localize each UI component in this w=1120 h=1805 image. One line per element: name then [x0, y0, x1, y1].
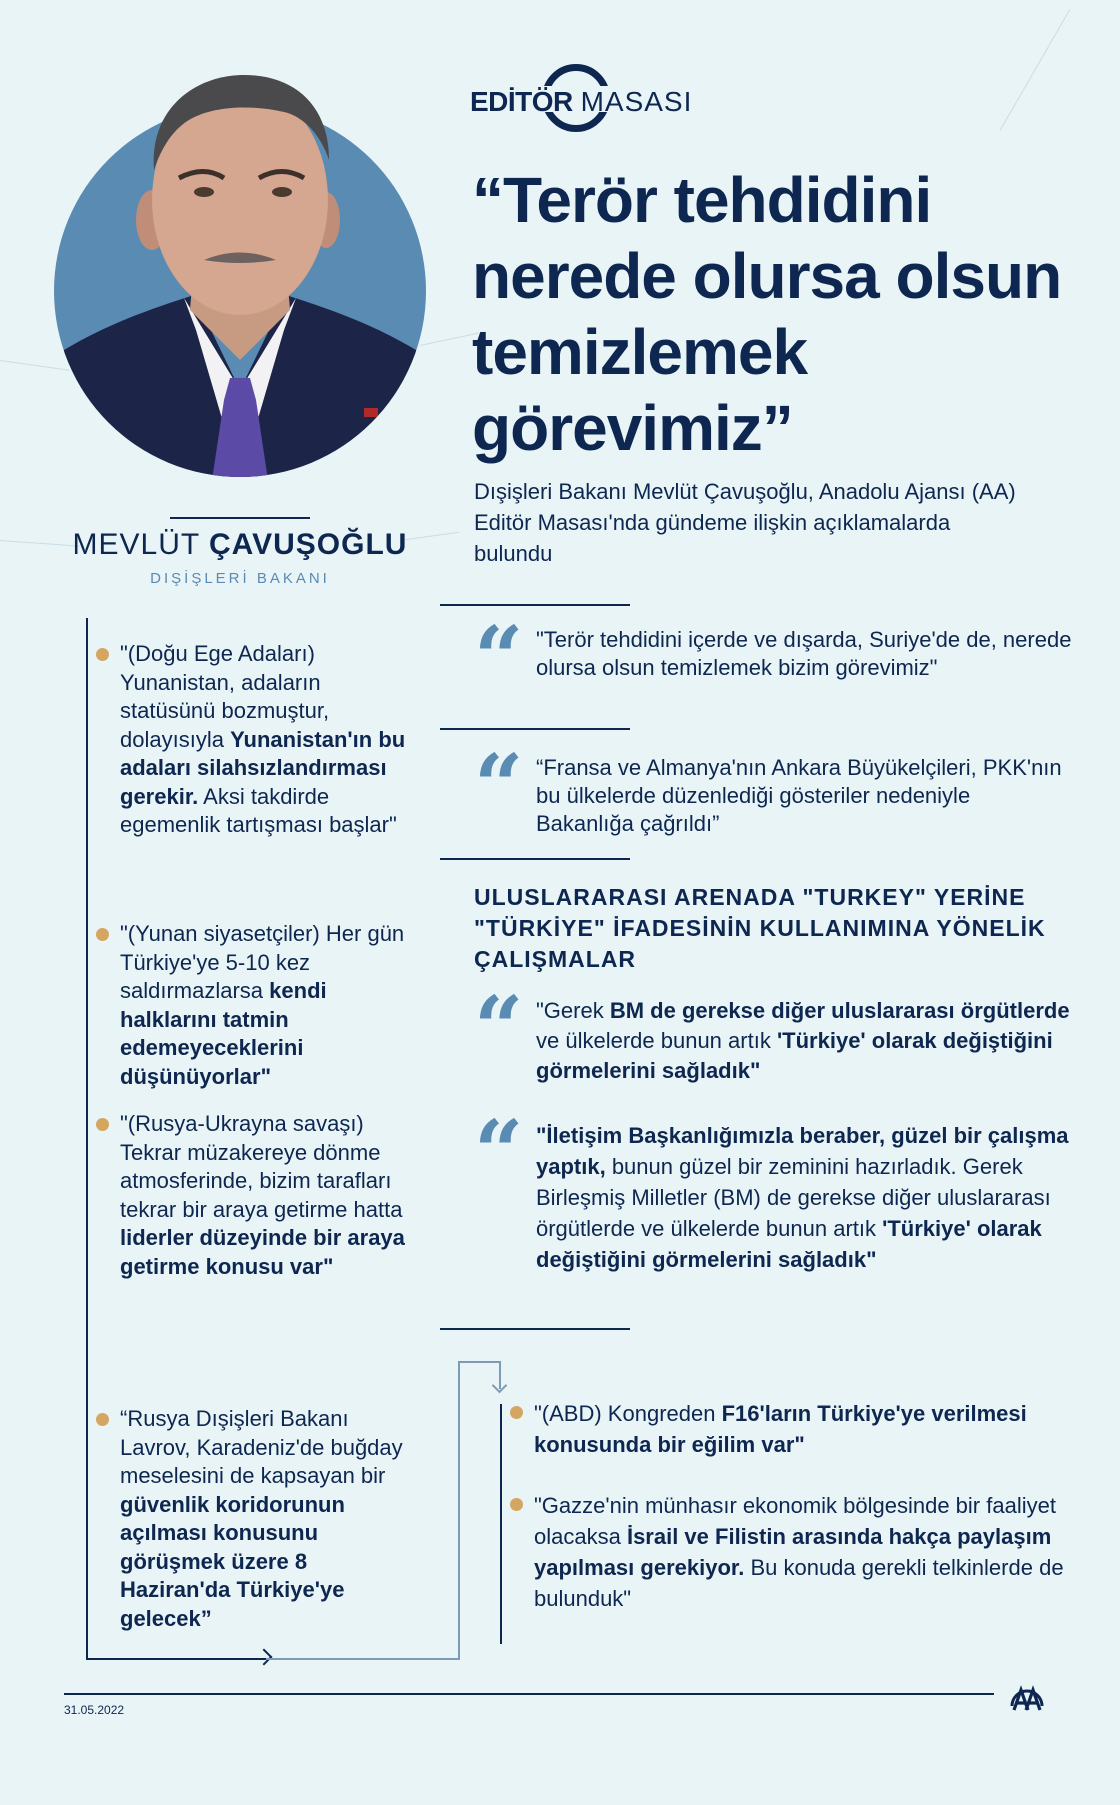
emphasis-text: İsrail ve Filistin arasında hakça paylaşım yapılması gerekiyor.	[534, 1524, 1052, 1580]
text-run: ve ülkelerde bunun artık	[536, 1028, 777, 1053]
connector-line	[458, 1361, 460, 1660]
bullet-item	[98, 1110, 408, 1281]
decorative-line	[420, 333, 479, 346]
emphasis-text: liderler düzeyinde bir araya getirme konusu var"	[120, 1225, 405, 1279]
quote-text	[536, 1120, 1074, 1275]
decorative-line	[1000, 9, 1071, 131]
first-name: MEVLÜT	[72, 528, 200, 561]
bullet-item	[98, 640, 408, 840]
quote-block	[474, 608, 1074, 709]
bullet-dot-icon	[96, 1118, 109, 1131]
bullet-text	[120, 640, 408, 840]
emphasis-text: 'Türkiye' olarak değiştiğini görmelerini sağladık"	[536, 1216, 1042, 1272]
emphasis-text: BM de gerekse diğer uluslararası örgütlerde	[609, 998, 1070, 1023]
bullet-text	[120, 920, 408, 1091]
quote-block	[474, 978, 1074, 1086]
bullet-dot-icon	[96, 648, 109, 661]
emphasis-text: Yunanistan'ın bu adaları silahsızlandırması gerekir.	[120, 726, 406, 809]
quote-icon: “	[474, 978, 524, 1079]
text-run: "(Yunan siyasetçiler) Her gün Türkiye'ye 5-10 kez saldırmazlarsa	[120, 921, 405, 1003]
bullet-text	[534, 1490, 1072, 1614]
connector-line	[86, 1658, 266, 1660]
right-column-line	[500, 1404, 502, 1644]
last-name: ÇAVUŞOĞLU	[209, 528, 408, 561]
bullet-dot-icon	[96, 1413, 109, 1426]
bullet-item	[98, 920, 408, 1091]
bullet-item	[512, 1398, 1072, 1460]
text-run: Bu konuda gerekli telkinlerde de bulunduk"	[534, 1555, 1064, 1611]
aa-agency-logo-icon	[1008, 1676, 1046, 1714]
text-run: "(ABD) Kongreden	[534, 1401, 722, 1426]
headline: “Terör tehdidini nerede olursa olsun temizlemek görevimiz”	[472, 164, 1062, 464]
text-run: “Rusya Dışişleri Bakanı Lavrov, Karadeniz'de buğday meselesini de kapsayan bir	[120, 1406, 403, 1488]
logo-bold-text: EDİTÖR	[470, 86, 573, 117]
footer-divider	[64, 1693, 994, 1695]
editor-masasi-logo	[470, 64, 693, 144]
text-run: "(Rusya-Ukrayna savaşı) Tekrar müzakereye dönme atmosferinde, bizim tarafları tekrar bir araya getirme hatta	[120, 1111, 403, 1222]
quote-block	[474, 736, 1074, 838]
emphasis-text: "İletişim Başkanlığımızla beraber, güzel bir çalışma yaptık,	[536, 1123, 1069, 1179]
quote-icon: “	[474, 1102, 524, 1203]
intro-text: Dışişleri Bakanı Mevlüt Çavuşoğlu, Anadolu Ajansı (AA) Editör Masası'nda gündeme ilişkin açıklamalarda bulundu	[474, 479, 1016, 566]
person-name	[60, 528, 420, 562]
emphasis-text: F16'ların Türkiye'ye verilmesi konusunda bir eğilim var"	[534, 1401, 1027, 1457]
text-run: "(Doğu Ege Adaları) Yunanistan, adaların statüsünü bozmuştur, dolayısıyla	[120, 641, 330, 752]
bullet-dot-icon	[510, 1498, 523, 1511]
bullet-dot-icon	[96, 928, 109, 941]
bullet-text	[120, 1405, 408, 1633]
name-divider	[170, 517, 310, 519]
quote-block	[474, 1102, 1074, 1275]
emphasis-text: güvenlik koridorunun açılması konusunu görüşmek üzere 8 Haziran'da Türkiye'ye gelecek”	[120, 1491, 345, 1631]
bullet-text	[120, 1110, 408, 1281]
divider	[440, 604, 630, 606]
emphasis-text: 'Türkiye' olarak değiştiğini görmelerini sağladık"	[536, 1028, 1053, 1083]
publish-date: 31.05.2022	[64, 1703, 125, 1717]
bullet-text	[534, 1398, 1072, 1460]
portrait	[54, 60, 426, 480]
arrow-down-icon	[492, 1378, 508, 1394]
quote-icon: “	[474, 736, 524, 837]
text-run: "Gazze'nin münhasır ekonomik bölgesinde bir faaliyet olacaksa	[534, 1493, 1056, 1549]
section-title: ULUSLARARASI ARENADA "TURKEY" YERİNE "TÜRKİYE" İFADESİNİN KULLANIMINA YÖNELİK ÇALIŞMALAR	[474, 884, 1046, 972]
left-column-line	[86, 618, 88, 1658]
divider	[440, 858, 630, 860]
quote-text: “Fransa ve Almanya'nın Ankara Büyükelçileri, PKK'nın bu ülkelerde düzenlediği gösteriler nedeniyle Bakanlığa çağrıldı”	[536, 755, 1062, 836]
arrow-right-icon	[256, 1649, 273, 1666]
connector-line	[458, 1361, 500, 1363]
emphasis-text: kendi halklarını tatmin edemeyeceklerini düşünüyorlar"	[120, 978, 327, 1089]
connector-line	[266, 1658, 460, 1660]
bullet-item	[98, 1405, 408, 1633]
portrait-photo	[54, 60, 426, 480]
text-run: bunun güzel bir zeminini hazırladık. Gerek Birleşmiş Milletler (BM) de gerekse diğer uluslararası örgütlerde ve ülkelerde bunun artık	[536, 1154, 1051, 1241]
text-run: "Gerek	[536, 998, 610, 1023]
quote-text	[536, 996, 1074, 1086]
divider	[440, 1328, 630, 1330]
bullet-dot-icon	[510, 1406, 523, 1419]
divider	[440, 728, 630, 730]
person-title: DIŞİŞLERİ BAKANI	[150, 570, 330, 587]
quote-icon: “	[474, 608, 524, 709]
text-run: Aksi takdirde egemenlik tartışması başlar"	[120, 783, 397, 837]
quote-text: "Terör tehdidini içerde ve dışarda, Suriye'de de, nerede olursa olsun temizlemek bizim görevimiz"	[536, 627, 1072, 680]
bullet-item	[512, 1490, 1072, 1614]
logo-light-text: MASASI	[580, 86, 693, 117]
